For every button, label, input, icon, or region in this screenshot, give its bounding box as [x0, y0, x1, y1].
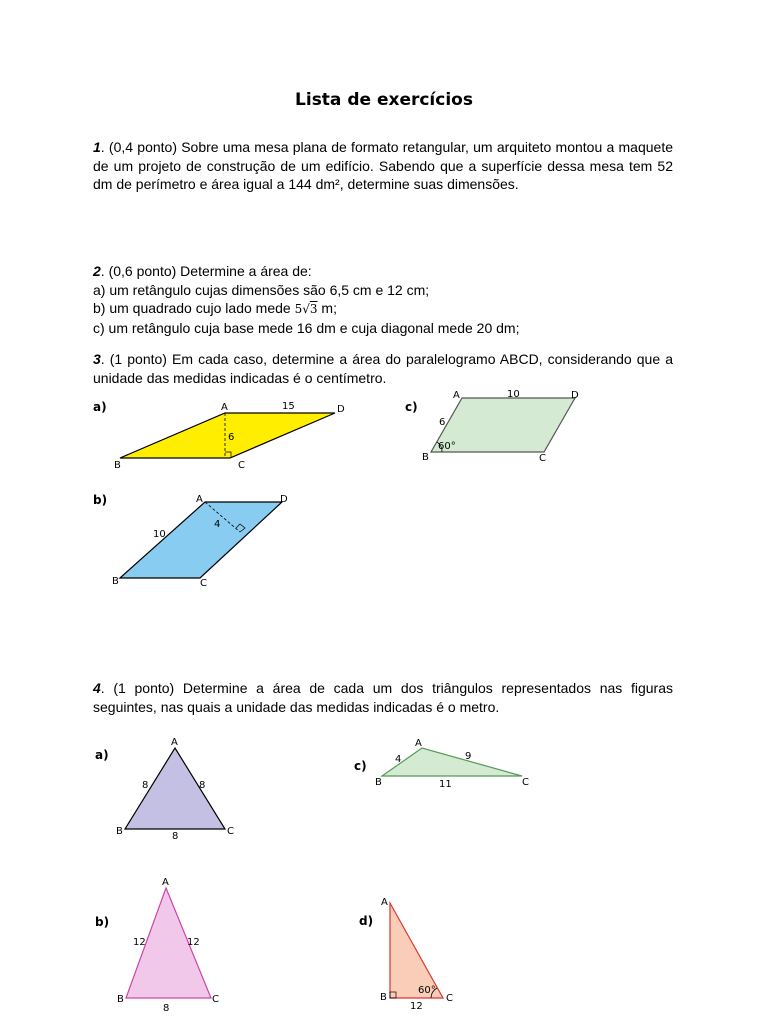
- question-1: [93, 138, 673, 194]
- parallelogram-b-shape: [120, 502, 282, 578]
- svg-text:B: B: [114, 460, 121, 471]
- svg-text:8: 8: [142, 780, 149, 791]
- question-number: 1: [93, 139, 101, 155]
- question-3: [93, 350, 673, 387]
- question-4: [93, 679, 673, 716]
- svg-text:C: C: [212, 994, 219, 1005]
- page-title: Lista de exercícios: [295, 90, 473, 110]
- svg-text:11: 11: [439, 779, 452, 790]
- svg-text:12: 12: [410, 1001, 423, 1012]
- svg-text:C: C: [522, 777, 529, 788]
- svg-text:60°: 60°: [438, 441, 456, 452]
- svg-text:D: D: [280, 494, 288, 505]
- question-number: 2: [93, 263, 101, 279]
- svg-text:8: 8: [172, 831, 179, 842]
- question-number: 3: [93, 351, 101, 367]
- svg-text:D: D: [337, 404, 345, 415]
- figure-label: b): [93, 493, 108, 507]
- svg-text:8: 8: [163, 1003, 170, 1014]
- svg-text:10: 10: [507, 389, 520, 400]
- svg-text:B: B: [422, 452, 429, 463]
- svg-text:C: C: [446, 993, 453, 1004]
- figure-label: d): [359, 914, 374, 928]
- svg-text:C: C: [238, 460, 245, 471]
- figure-label: a): [93, 400, 107, 414]
- svg-text:A: A: [221, 402, 228, 413]
- svg-text:4: 4: [214, 519, 221, 530]
- svg-text:A: A: [381, 897, 388, 908]
- svg-text:A: A: [415, 738, 422, 749]
- parallelogram-c-figure: [402, 387, 592, 467]
- triangle-c-shape: [382, 748, 522, 776]
- svg-text:15: 15: [282, 401, 295, 412]
- svg-text:12: 12: [133, 937, 146, 948]
- figure-label: a): [95, 748, 109, 762]
- svg-text:C: C: [200, 578, 207, 589]
- svg-text:D: D: [571, 390, 579, 401]
- triangle-c-figure: [352, 738, 542, 793]
- svg-text:8: 8: [199, 780, 206, 791]
- parallelogram-b-figure: [90, 490, 310, 590]
- question-2: [93, 262, 673, 337]
- question-intro: . (0,6 ponto) Determine a área de:: [100, 263, 312, 279]
- question-text: . (0,4 ponto) Sobre uma mesa plana de formato retangular, um arquiteto montou a maquete de um projeto de construção de um edifício. Sabendo que a superfície dessa mesa tem 52 dm de perímetro e área igual a 144 dm², determine suas dimensões.: [93, 139, 673, 192]
- svg-text:9: 9: [465, 751, 472, 762]
- sqrt-expression: 5√3: [294, 302, 318, 316]
- question-number: 4: [93, 680, 101, 696]
- svg-text:A: A: [162, 877, 169, 888]
- svg-text:A: A: [196, 494, 203, 505]
- item-c: c) um retângulo cuja base mede 16 dm e cuja diagonal mede 20 dm;: [93, 319, 520, 336]
- item-b: b) um quadrado cujo lado mede 5√3 m;: [93, 300, 337, 316]
- triangle-d-figure: [357, 893, 467, 1015]
- triangle-a-figure: [93, 735, 253, 840]
- item-a: a) um retângulo cujas dimensões são 6,5 cm e 12 cm;: [93, 281, 430, 298]
- figure-label: c): [354, 759, 367, 773]
- svg-text:6: 6: [228, 432, 235, 443]
- svg-text:B: B: [112, 576, 119, 587]
- svg-text:C: C: [539, 453, 546, 464]
- figure-label: b): [95, 915, 110, 929]
- svg-text:C: C: [227, 826, 234, 837]
- figure-label: c): [405, 400, 418, 414]
- svg-text:4: 4: [395, 754, 402, 765]
- svg-text:A: A: [453, 390, 460, 401]
- svg-text:A: A: [171, 737, 178, 748]
- triangle-b-figure: [93, 875, 243, 1015]
- svg-text:6: 6: [439, 417, 446, 428]
- svg-text:B: B: [116, 826, 123, 837]
- question-text: . (1 ponto) Em cada caso, determine a área do paralelogramo ABCD, considerando que a unidade das medidas indicadas é o centímetro.: [93, 351, 673, 386]
- svg-text:B: B: [380, 992, 387, 1003]
- svg-text:B: B: [117, 994, 124, 1005]
- svg-text:12: 12: [187, 937, 200, 948]
- parallelogram-a-figure: [90, 395, 360, 475]
- svg-text:10: 10: [153, 529, 166, 540]
- triangle-d-shape: [390, 903, 443, 998]
- svg-text:B: B: [375, 777, 382, 788]
- triangle-a-shape: [125, 748, 225, 829]
- question-text: . (1 ponto) Determine a área de cada um dos triângulos representados nas figuras seguintes, nas quais a unidade das medidas indicadas é o metro.: [93, 680, 673, 715]
- svg-text:60°: 60°: [418, 985, 436, 996]
